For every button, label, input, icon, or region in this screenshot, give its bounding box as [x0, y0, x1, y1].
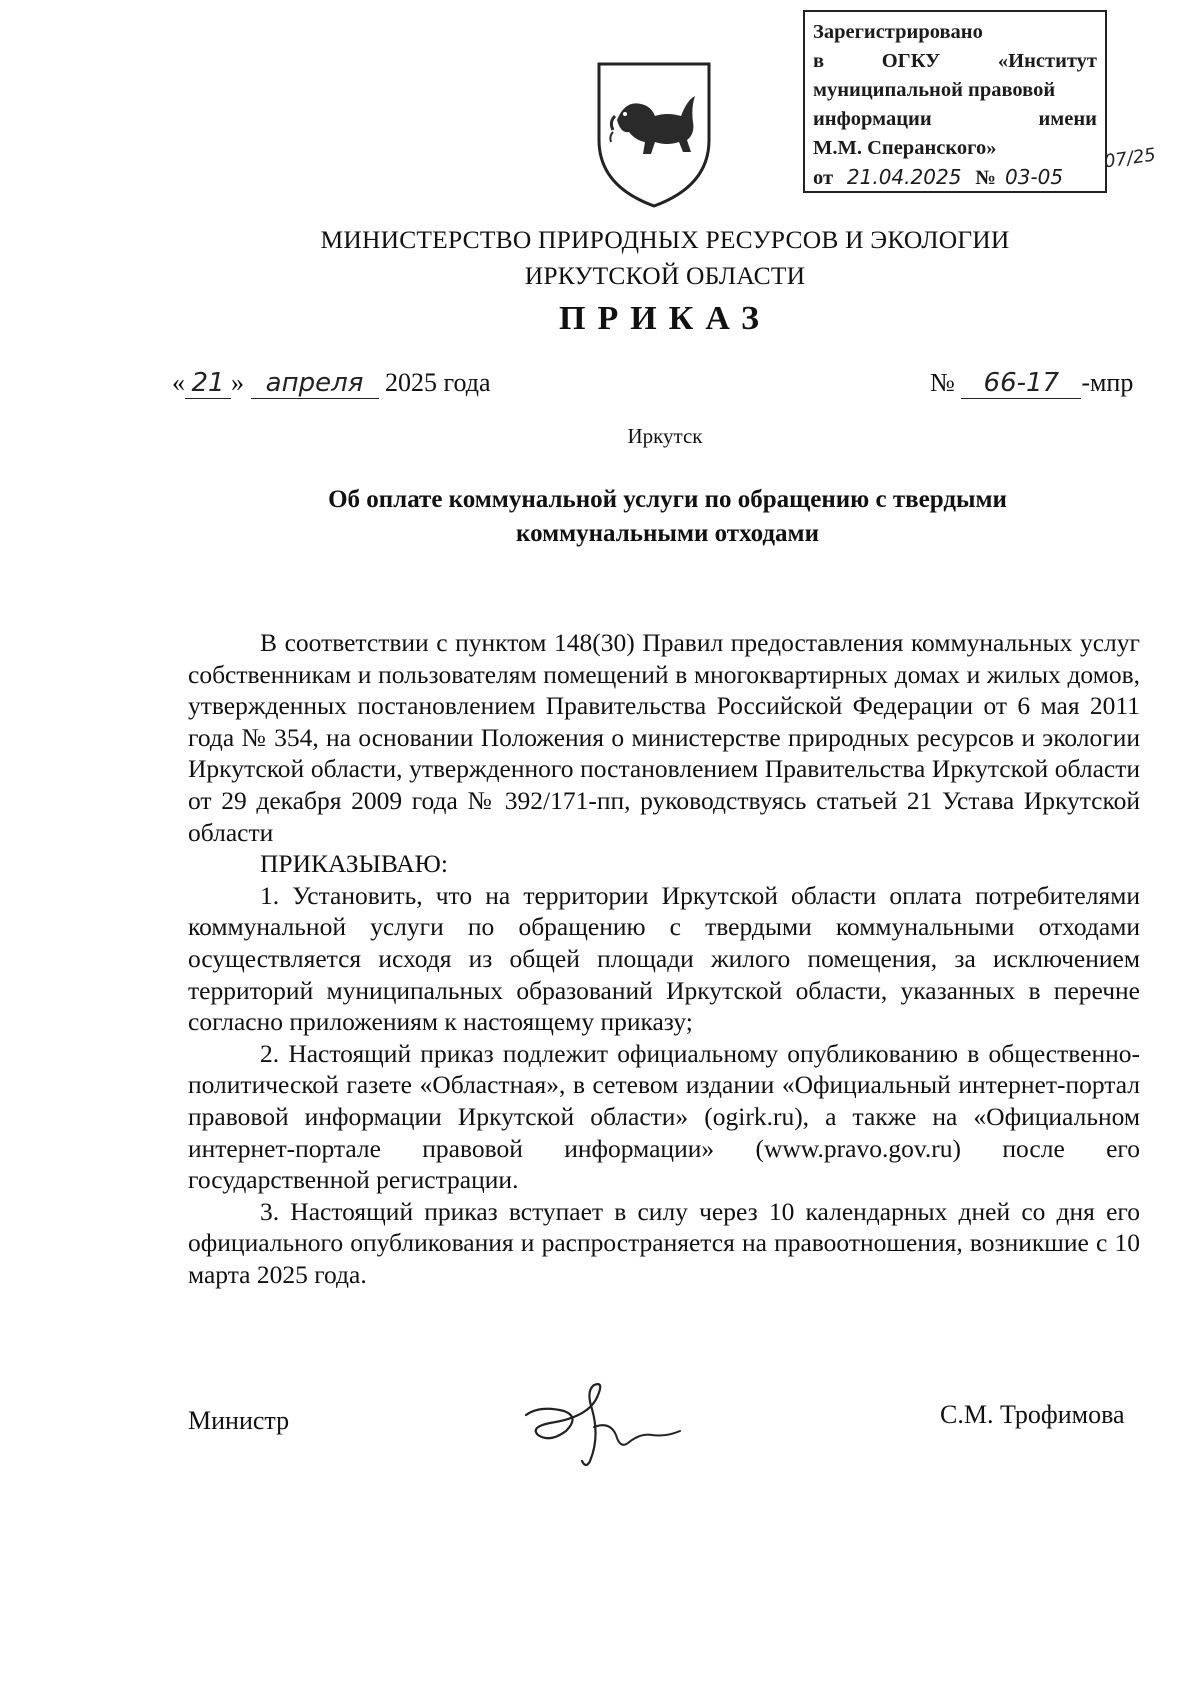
- subject-line-1: Об оплате коммунальной услуги по обращению с твердыми: [328, 486, 1007, 513]
- stamp-side-note: 07/25: [1102, 144, 1158, 173]
- stamp-line-5: М.М. Сперанского»: [813, 137, 997, 159]
- stamp-date-value: 21.04.2025: [838, 163, 970, 193]
- stamp-line-6: [813, 163, 1097, 193]
- stamp-line-1: Зарегистрировано: [813, 21, 983, 43]
- decree-word: ПРИКАЗЫВАЮ:: [260, 849, 448, 879]
- order-subject: [180, 483, 1155, 551]
- city-name: Иркутск: [627, 424, 703, 448]
- stamp-num-prefix: №: [975, 167, 996, 189]
- date-close-quote: »: [231, 368, 244, 397]
- preamble-paragraph: В соответствии с пунктом 148(30) Правил предоставления коммунальных услуг собственникам и пользователям помещений в многоквартирных домах и жилых домов, утвержденных постановлением Правительства Российской Федерации от 6 мая 2011 года № 354, на основании Положения о министерстве природных ресурсов и экологии Иркутской области, утвержденного постановлением Правительства Иркутской области от 29 декабря 2009 года № 392/171-пп, руководствуясь статьей 21 Устава Иркутской области: [188, 628, 1140, 847]
- ministry-name-line-1: МИНИСТЕРСТВО ПРИРОДНЫХ РЕСУРСОВ И ЭКОЛОГИИ: [320, 225, 1010, 254]
- stamp-num-value: 03-05: [1001, 163, 1067, 193]
- signer-title: Министр: [188, 1406, 290, 1435]
- order-item-1: 1. Установить, что на территории Иркутской области оплата потребителями коммунальной услуги по обращению с твердыми коммунальными отходами осуществляется исходя из общей площади жилого помещения, за исключением территорий муниципальных образований Иркутской области, указанных в перечне согласно приложениям к настоящему приказу;: [188, 880, 1140, 1037]
- order-number-suffix: -мпр: [1081, 368, 1134, 397]
- date-open-quote: «: [172, 368, 185, 397]
- signer-name: С.М. Трофимова: [940, 1400, 1125, 1429]
- stamp-word: информации: [813, 108, 932, 130]
- registration-stamp: [803, 10, 1107, 193]
- stamp-word: имени: [1038, 108, 1097, 130]
- ministry-name: [0, 222, 1200, 294]
- subject-line-2: коммунальными отходами: [516, 520, 819, 547]
- date-year: 2025 года: [385, 368, 491, 397]
- order-item-3: 3. Настоящий приказ вступает в силу через 10 календарных дней со дня его официального опубликования и распространяется на правоотношения, возникшие с 10 марта 2025 года.: [188, 1196, 1140, 1289]
- stamp-date-prefix: от: [813, 167, 834, 189]
- stamp-word: «Институт: [997, 50, 1097, 72]
- stamp-line-2: [813, 47, 1097, 76]
- order-body: [188, 627, 1140, 1290]
- stamp-line-4: [813, 105, 1097, 134]
- stamp-word: ОГКУ: [881, 50, 941, 72]
- order-number-value: 66-17: [961, 368, 1081, 399]
- order-number-prefix: №: [930, 368, 955, 397]
- stamp-line-3: муниципальной правовой: [813, 79, 1056, 101]
- stamp-word: в: [813, 50, 825, 72]
- ministry-name-line-2: ИРКУТСКОЙ ОБЛАСТИ: [524, 261, 806, 290]
- date-day: 21: [185, 368, 231, 399]
- document-type-title: ПРИКАЗ: [559, 300, 771, 337]
- order-number: [930, 368, 1133, 399]
- order-date: [172, 368, 491, 399]
- coat-of-arms-emblem: [595, 60, 713, 215]
- order-item-2: 2. Настоящий приказ подлежит официальному опубликованию в общественно-политической газете «Областная», в сетевом издании «Официальный интернет-портал правовой информации Иркутской области» (ogirk.ru), а также на «Официальном интернет-портале правовой информации» (www.pravo.gov.ru) после его государственной регистрации.: [188, 1038, 1140, 1195]
- date-month: апреля: [251, 368, 379, 399]
- handwritten-signature: [520, 1365, 690, 1480]
